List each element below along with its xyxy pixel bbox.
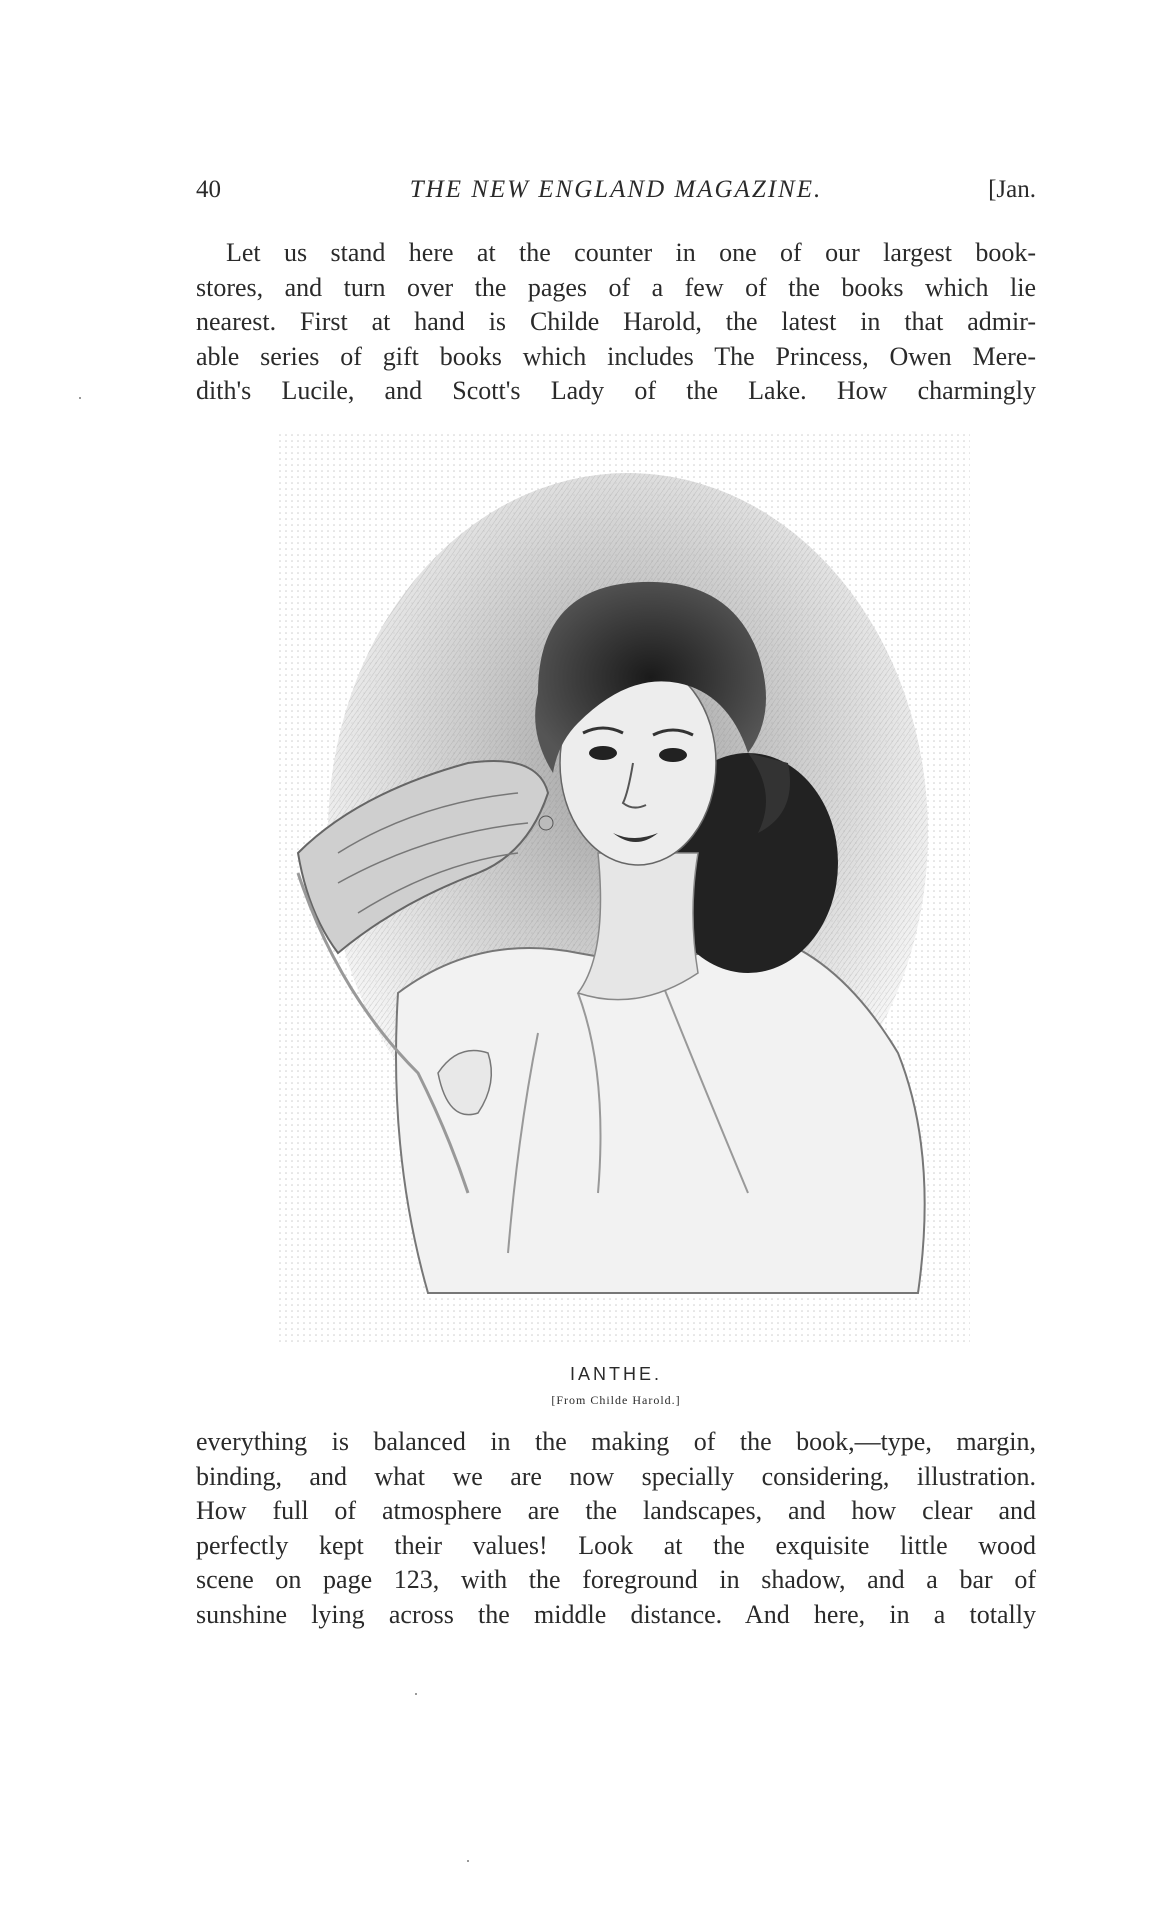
page-number: 40 [196,176,221,203]
text-line: How full of atmosphere are the landscapes, and how clear and [196,1496,1036,1525]
text-line: binding, and what we are now specially considering, illustration. [196,1461,1036,1491]
text-line: dith's Lucile, and Scott's Lady of the Lake. How charmingly [196,376,1036,405]
text-line: everything is balanced in the making of the book,—type, margin, [196,1427,1036,1456]
paper-speck [79,397,81,399]
portrait-engraving [278,433,970,1345]
paragraph-top [196,236,1036,409]
running-header [196,172,1036,212]
text-line: perfectly kept their values! Look at the exquisite little wood [196,1530,1036,1560]
text-line: nearest. First at hand is Childe Harold, the latest in that admir- [196,307,1036,336]
portrait-illustration [278,433,970,1345]
issue-month: [Jan. [988,176,1036,203]
paragraph-bottom [196,1425,1036,1632]
paper-speck [467,1860,469,1862]
text-line: sunshine lying across the middle distance. And here, in a totally [196,1599,1036,1629]
running-title: THE NEW ENGLAND MAGAZINE. [409,176,823,203]
text-line: able series of gift books which includes The Princess, Owen Mere- [196,341,1036,371]
text-line: Let us stand here at the counter in one of our largest book- [226,238,1036,267]
figure-caption-source: [From Childe Harold.] [551,1393,681,1407]
paper-speck [415,1693,417,1695]
figure-caption-title: IANTHE. [569,1364,662,1384]
text-line: scene on page 123, with the foreground in shadow, and a bar of [196,1565,1036,1594]
text-line: stores, and turn over the pages of a few of the books which lie [196,272,1036,302]
